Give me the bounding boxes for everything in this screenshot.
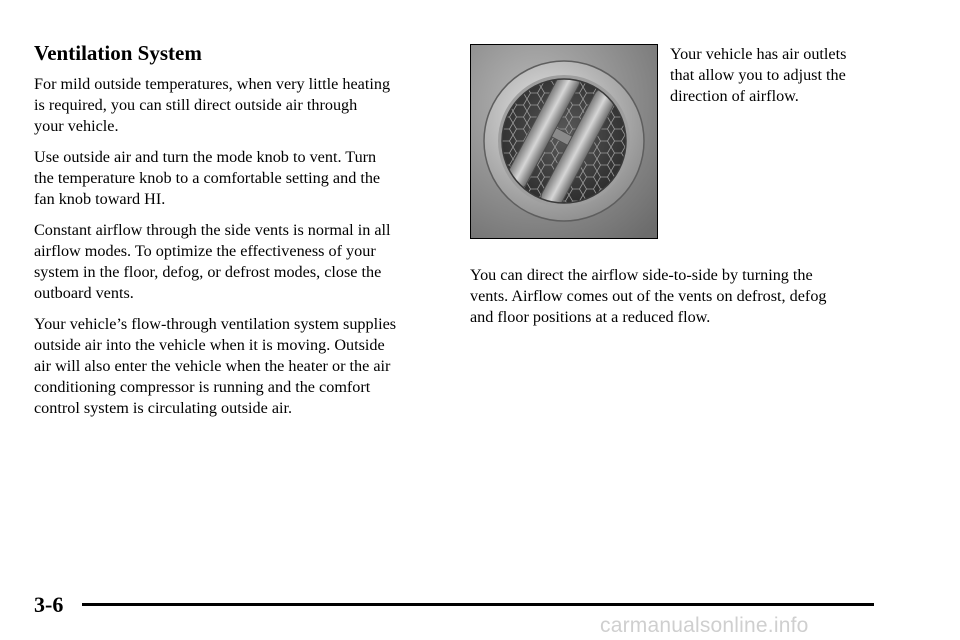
figure-caption: Your vehicle has air outlets that allow you to adjust the direction of airflow. — [670, 45, 847, 105]
left-column — [34, 40, 444, 429]
paragraph-vent-mode: Use outside air and turn the mode knob to vent. Turn the temperature knob to a comfortable setting and the fan knob toward HI. — [34, 148, 381, 208]
watermark: carmanualsonline.info — [600, 614, 809, 637]
page-number: 3-6 — [34, 592, 64, 617]
paragraph-flow-through: Your vehicle’s flow-through ventilation system supplies outside air into the vehicle when it is moving. Outside air will also enter the vehicle when the heater or the air conditioning compressor is running and the comfort control system is circulating outside air. — [34, 315, 397, 417]
air-vent-illustration-icon — [470, 44, 658, 239]
paragraph-mild-temperatures: For mild outside temperatures, when very little heating is required, you can still direct outside air through your vehicle. — [34, 75, 391, 135]
paragraph-side-vents: Constant airflow through the side vents is normal in all airflow modes. To optimize the effectiveness of your system in the floor, defog, or defrost modes, close the outboard vents. — [34, 221, 391, 302]
paragraph-airflow-direction: You can direct the airflow side-to-side by turning the vents. Airflow comes out of the vents on defrost, defog and floor positions at a reduced flow. — [470, 266, 827, 326]
section-title: Ventilation System — [34, 41, 202, 65]
footer-rule — [82, 603, 874, 606]
